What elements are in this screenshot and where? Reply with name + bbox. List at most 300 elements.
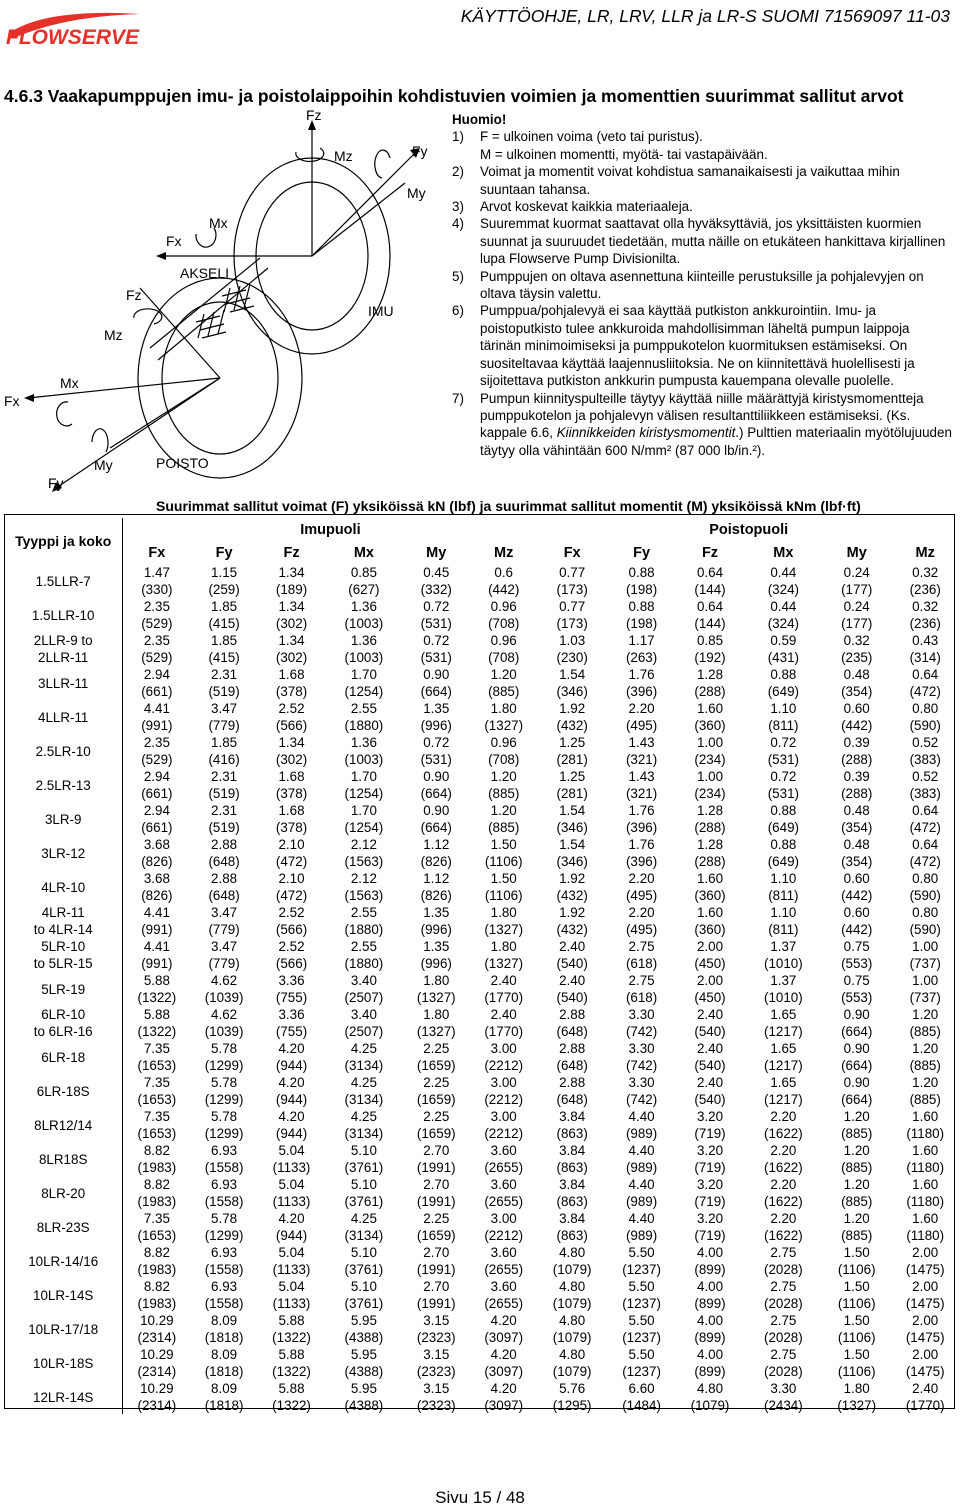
metric-value: 5.50 (628, 1245, 655, 1260)
imperial-value: (1079) (552, 1330, 592, 1345)
imperial-value: (1079) (552, 1364, 592, 1379)
metric-value: 3.84 (559, 1109, 586, 1124)
table-cell (325, 1006, 402, 1040)
imperial-value: (742) (625, 1092, 658, 1107)
metric-value: 1.50 (490, 871, 517, 886)
table-cell (123, 734, 190, 768)
table-cell (823, 1312, 890, 1346)
table-cell (823, 1108, 890, 1142)
imperial-value: (432) (556, 922, 588, 937)
table-cell (190, 972, 257, 1006)
table-cell (890, 564, 960, 598)
pump-type-cell (4, 904, 123, 938)
table-cell (325, 1108, 402, 1142)
metric-value: 4.40 (628, 1211, 655, 1226)
imperial-value: (1106) (484, 888, 523, 903)
table-cell (258, 836, 325, 870)
table-cell (890, 598, 960, 632)
pump-type-cell (4, 1346, 123, 1380)
imperial-value: (1659) (416, 1092, 456, 1107)
table-cell (470, 1176, 537, 1210)
pump-type-cell (4, 768, 123, 802)
metric-value: 0.88 (770, 803, 797, 818)
loads-table-body (4, 564, 960, 1414)
metric-value: 0.90 (423, 667, 450, 682)
imperial-value: (198) (625, 582, 658, 597)
note-7 (452, 390, 952, 460)
imperial-value: (378) (275, 820, 308, 835)
table-cell (403, 904, 470, 938)
imperial-value: (3134) (344, 1058, 384, 1073)
note-number: 1) (452, 129, 464, 145)
imperial-value: (885) (841, 1126, 873, 1141)
table-cell (890, 734, 960, 768)
imperial-value: (1133) (272, 1296, 311, 1311)
table-cell (190, 1142, 257, 1176)
metric-value: 1.43 (628, 735, 655, 750)
metric-value: 2.94 (143, 667, 170, 682)
imperial-value: (540) (556, 990, 588, 1005)
metric-value: 1.65 (770, 1075, 797, 1090)
imperial-value: (1991) (416, 1160, 456, 1175)
metric-value: 4.25 (350, 1041, 377, 1056)
metric-value: 2.00 (696, 939, 724, 954)
metric-value: 1.70 (350, 769, 377, 784)
imperial-value: (661) (141, 786, 173, 801)
imperial-value: (779) (208, 718, 240, 733)
imperial-value: (991) (141, 718, 173, 733)
imperial-value: (144) (694, 616, 726, 631)
table-cell (890, 1074, 960, 1108)
metric-value: 3.68 (143, 871, 170, 886)
pump-type-cell (4, 734, 123, 768)
imperial-value: (1983) (137, 1262, 177, 1277)
metric-value: 2.20 (628, 905, 655, 920)
imperial-value: (2323) (416, 1364, 456, 1379)
imperial-value: (1327) (484, 956, 524, 971)
table-cell (676, 1278, 743, 1312)
metric-value: 2.00 (912, 1347, 939, 1362)
metric-value: 2.55 (350, 701, 377, 716)
metric-value: 0.45 (423, 565, 450, 580)
imperial-value: (529) (141, 616, 173, 631)
note-4 (452, 215, 952, 267)
metric-value: 1.60 (912, 1109, 939, 1124)
metric-value: 2.31 (211, 803, 238, 818)
label-mz-top: Mz (334, 148, 353, 164)
imperial-value: (1818) (204, 1398, 244, 1413)
metric-value: 1.20 (843, 1211, 870, 1226)
metric-value: 3.60 (490, 1177, 517, 1192)
metric-value: 2.20 (628, 701, 655, 716)
column-header: Fx (563, 544, 581, 561)
table-cell (676, 802, 743, 836)
note-text: Pumpun kiinnityspulteille täytyy käyttää niille määrättyjä kiristysmomentteja pumppukotelon ja pohjalevyn välisen resultanttiliikkeen estämiseksi. (Ks. kappale 6.6, (480, 390, 924, 441)
metric-value: 8.82 (143, 1177, 170, 1192)
imperial-value: (737) (909, 990, 941, 1005)
imperial-value: (378) (275, 684, 308, 699)
metric-value: 0.88 (770, 837, 797, 852)
metric-value: 8.82 (143, 1245, 170, 1260)
pump-type-label: 2LLR-11 (38, 650, 89, 665)
imperial-value: (281) (556, 786, 588, 801)
imperial-value: (863) (556, 1126, 588, 1141)
column-header: Mz (915, 544, 935, 561)
table-cell (744, 632, 823, 666)
metric-value: 0.64 (912, 803, 939, 818)
imperial-value: (432) (556, 888, 588, 903)
metric-value: 1.76 (628, 803, 655, 818)
metric-value: 1.10 (770, 871, 797, 886)
note-subtext: M = ulkoinen momentti, myötä- tai vastapäivään. (480, 146, 768, 162)
table-cell (325, 870, 402, 904)
table-cell (403, 734, 470, 768)
table-cell (325, 734, 402, 768)
section-title: 4.6.3 Vaakapumppujen imu- ja poistolaippoihin kohdistuvien voimien ja momenttien suurimmat sallitut arvot (4, 86, 904, 106)
metric-value: 1.80 (490, 905, 517, 920)
pump-type-cell (4, 1176, 123, 1210)
imperial-value: (1880) (344, 956, 384, 971)
metric-value: 1.80 (490, 701, 517, 716)
metric-value: 4.41 (143, 905, 170, 920)
imperial-value: (3761) (344, 1160, 384, 1175)
note-text: Arvot koskevat kaikkia materiaaleja. (480, 199, 693, 215)
table-row (4, 768, 960, 802)
imperial-value: (346) (556, 854, 588, 869)
metric-value: 1.36 (350, 633, 377, 648)
metric-value: 2.40 (696, 1007, 724, 1022)
metric-value: 0.44 (770, 565, 797, 580)
imperial-value: (360) (694, 888, 726, 903)
imperial-value: (1106) (837, 1262, 876, 1277)
metric-value: 0.96 (490, 633, 517, 648)
table-cell (823, 938, 890, 972)
pump-type-cell (4, 1244, 123, 1278)
metric-value: 1.36 (350, 599, 377, 614)
imperial-value: (719) (694, 1160, 726, 1175)
imperial-value: (1003) (344, 752, 384, 767)
metric-value: 0.88 (628, 599, 655, 614)
metric-value: 0.90 (423, 769, 450, 784)
table-cell (325, 632, 402, 666)
table-row (4, 564, 960, 598)
table-cell (890, 1176, 960, 1210)
table-cell (325, 700, 402, 734)
metric-value: 8.09 (211, 1313, 238, 1328)
table-cell (403, 1346, 470, 1380)
metric-value: 10.29 (140, 1381, 174, 1396)
pump-type-cell (4, 1380, 123, 1414)
table-cell (744, 802, 823, 836)
metric-value: 3.30 (628, 1041, 655, 1056)
metric-value: 1.85 (211, 633, 238, 648)
imperial-value: (3134) (344, 1228, 384, 1243)
metric-value: 4.00 (696, 1245, 724, 1260)
pump-type-cell (4, 870, 123, 904)
flange-forces-diagram (0, 108, 440, 500)
imperial-value: (3761) (344, 1296, 384, 1311)
table-cell (744, 734, 823, 768)
table-cell (470, 768, 537, 802)
metric-value: 1.80 (843, 1381, 870, 1396)
imperial-value: (1653) (137, 1228, 177, 1243)
table-cell (470, 870, 537, 904)
imperial-value: (885) (909, 1058, 941, 1073)
metric-value: 1.50 (843, 1347, 870, 1362)
metric-value: 7.35 (143, 1041, 170, 1056)
table-cell (676, 904, 743, 938)
imperial-value: (1484) (622, 1398, 661, 1413)
table-cell (470, 904, 537, 938)
imperial-value: (989) (625, 1194, 658, 1209)
imperial-value: (649) (767, 684, 799, 699)
metric-value: 10.29 (140, 1313, 174, 1328)
metric-value: 1.20 (843, 1177, 870, 1192)
metric-value: 3.60 (490, 1143, 517, 1158)
metric-value: 2.35 (143, 633, 170, 648)
imperial-value: (1770) (484, 990, 524, 1005)
table-cell (890, 836, 960, 870)
metric-value: 2.52 (278, 905, 305, 920)
table-cell (744, 870, 823, 904)
metric-value: 5.04 (278, 1279, 305, 1294)
imperial-value: (899) (694, 1262, 726, 1277)
pump-type-label: 12LR-14S (33, 1389, 94, 1405)
imperial-value: (416) (208, 752, 240, 767)
pump-type-label: to 6LR-16 (33, 1024, 93, 1039)
metric-value: 0.24 (843, 599, 870, 614)
metric-value: 2.20 (770, 1211, 797, 1226)
pump-type-label: 8LR-23S (36, 1219, 90, 1235)
table-cell (403, 1312, 470, 1346)
table-cell (403, 972, 470, 1006)
imperial-value: (177) (841, 582, 873, 597)
table-cell (258, 1380, 325, 1414)
imperial-value: (885) (488, 786, 520, 801)
imperial-value: (173) (556, 582, 588, 597)
imperial-value: (1180) (906, 1194, 945, 1209)
table-row (4, 1380, 960, 1414)
table-cell (403, 1176, 470, 1210)
imperial-value: (519) (208, 820, 240, 835)
table-cell (823, 1142, 890, 1176)
metric-value: 3.20 (696, 1211, 724, 1226)
metric-value: 0.90 (423, 803, 450, 818)
metric-value: 2.20 (770, 1177, 797, 1192)
table-cell (123, 666, 190, 700)
metric-value: 6.93 (211, 1245, 238, 1260)
table-cell (676, 1312, 743, 1346)
table-cell (403, 768, 470, 802)
imperial-value: (2028) (763, 1364, 803, 1379)
table-cell (676, 734, 743, 768)
table-row (4, 632, 960, 666)
imperial-value: (234) (694, 786, 726, 801)
table-row (4, 700, 960, 734)
metric-value: 1.50 (490, 837, 517, 852)
metric-value: 1.65 (770, 1041, 797, 1056)
table-row (4, 802, 960, 836)
metric-value: 2.88 (211, 871, 238, 886)
imperial-value: (1322) (137, 1024, 177, 1039)
metric-value: 1.15 (211, 565, 238, 580)
metric-value: 0.32 (843, 633, 870, 648)
imperial-value: (989) (625, 1228, 658, 1243)
metric-value: 5.04 (278, 1177, 305, 1192)
metric-value: 5.50 (628, 1347, 655, 1362)
imperial-value: (302) (275, 650, 308, 665)
metric-value: 0.60 (843, 871, 870, 886)
imperial-value: (826) (141, 854, 173, 869)
imperial-value: (944) (275, 1126, 308, 1141)
imperial-value: (2434) (763, 1398, 803, 1413)
imperial-value: (779) (208, 956, 240, 971)
metric-value: 2.70 (423, 1143, 450, 1158)
metric-value: 10.29 (140, 1347, 174, 1362)
note-2 (452, 163, 952, 198)
table-cell (823, 836, 890, 870)
table-cell (537, 836, 606, 870)
imperial-value: (944) (275, 1058, 308, 1073)
imperial-value: (354) (841, 684, 873, 699)
metric-value: 0.64 (912, 667, 939, 682)
metric-value: 1.37 (770, 973, 797, 988)
column-header: Fz (701, 544, 719, 561)
column-header: My (426, 544, 447, 561)
imperial-value: (144) (694, 582, 726, 597)
table-cell (607, 836, 676, 870)
imperial-value: (378) (275, 786, 308, 801)
metric-value: 4.40 (628, 1109, 655, 1124)
table-cell (607, 1040, 676, 1074)
table-cell (890, 768, 960, 802)
table-cell (744, 1074, 823, 1108)
imperial-value: (346) (556, 820, 588, 835)
table-cell (403, 700, 470, 734)
note-number: 5) (452, 268, 464, 284)
column-header: Fz (283, 544, 300, 561)
table-row (4, 904, 960, 938)
table-cell (607, 802, 676, 836)
table-cell (470, 1346, 537, 1380)
table-cell (537, 1312, 606, 1346)
pump-type-label: 2.5LR-10 (35, 743, 91, 759)
imperial-value: (2314) (137, 1330, 177, 1345)
imperial-value: (3097) (484, 1364, 524, 1379)
imperial-value: (779) (208, 922, 240, 937)
pump-type-cell (4, 938, 123, 972)
table-cell (744, 938, 823, 972)
table-cell (258, 972, 325, 1006)
table-cell (537, 1108, 606, 1142)
label-mx-mid: Mx (209, 215, 228, 231)
imperial-value: (899) (694, 1296, 726, 1311)
table-cell (258, 1074, 325, 1108)
metric-value: 2.20 (770, 1143, 797, 1158)
table-cell (744, 904, 823, 938)
table-cell (823, 768, 890, 802)
table-cell (823, 1006, 890, 1040)
imperial-value: (314) (909, 650, 941, 665)
metric-value: 5.10 (350, 1177, 377, 1192)
metric-value: 1.28 (696, 803, 724, 818)
metric-value: 6.93 (211, 1177, 238, 1192)
imperial-value: (1003) (344, 616, 384, 631)
imperial-value: (3097) (484, 1330, 524, 1345)
table-cell (537, 904, 606, 938)
table-cell (470, 1244, 537, 1278)
table-cell (258, 1346, 325, 1380)
metric-value: 0.80 (912, 701, 939, 716)
metric-value: 5.95 (350, 1381, 377, 1396)
table-cell (470, 1380, 537, 1414)
table-cell (676, 1346, 743, 1380)
pump-type-label: 10LR-14S (33, 1287, 94, 1303)
metric-value: 1.54 (559, 803, 586, 818)
table-cell (537, 1142, 606, 1176)
pump-type-label: 5LR-19 (41, 981, 86, 997)
imperial-value: (198) (625, 616, 658, 631)
imperial-value: (590) (909, 922, 941, 937)
imperial-value: (1106) (837, 1330, 876, 1345)
table-cell (676, 1074, 743, 1108)
loads-table (4, 518, 960, 1414)
imperial-value: (737) (909, 956, 941, 971)
table-cell (537, 768, 606, 802)
metric-value: 1.70 (350, 803, 377, 818)
table-row (4, 938, 960, 972)
metric-value: 8.82 (143, 1143, 170, 1158)
imperial-value: (450) (694, 990, 726, 1005)
metric-value: 2.20 (770, 1109, 797, 1124)
table-cell (676, 768, 743, 802)
metric-value: 2.70 (423, 1177, 450, 1192)
imperial-value: (885) (488, 820, 520, 835)
table-cell (325, 1040, 402, 1074)
table-cell (470, 1108, 537, 1142)
table-cell (325, 938, 402, 972)
label-fz-top: Fz (306, 108, 322, 123)
metric-value: 1.20 (490, 769, 517, 784)
metric-value: 4.25 (350, 1109, 377, 1124)
metric-value: 1.35 (423, 701, 450, 716)
table-cell (607, 1142, 676, 1176)
table-cell (890, 870, 960, 904)
metric-value: 1.60 (696, 871, 724, 886)
metric-value: 1.68 (278, 769, 305, 784)
table-cell (325, 1142, 402, 1176)
imperial-value: (234) (694, 752, 726, 767)
pump-type-cell (4, 666, 123, 700)
imperial-value: (192) (694, 650, 726, 665)
metric-value: 8.09 (211, 1381, 238, 1396)
table-cell (744, 1278, 823, 1312)
table-cell (190, 870, 257, 904)
pump-type-label: to 4LR-14 (33, 922, 93, 937)
table-cell (403, 564, 470, 598)
pump-type-label: 3LR-9 (44, 811, 82, 827)
imperial-value: (989) (625, 1160, 658, 1175)
table-cell (823, 700, 890, 734)
table-cell (823, 1278, 890, 1312)
table-cell (403, 1244, 470, 1278)
table-cell (744, 1312, 823, 1346)
metric-value: 1.70 (350, 667, 377, 682)
table-cell (470, 1210, 537, 1244)
metric-value: 5.50 (628, 1313, 655, 1328)
imperial-value: (472) (909, 820, 941, 835)
table-cell (325, 972, 402, 1006)
